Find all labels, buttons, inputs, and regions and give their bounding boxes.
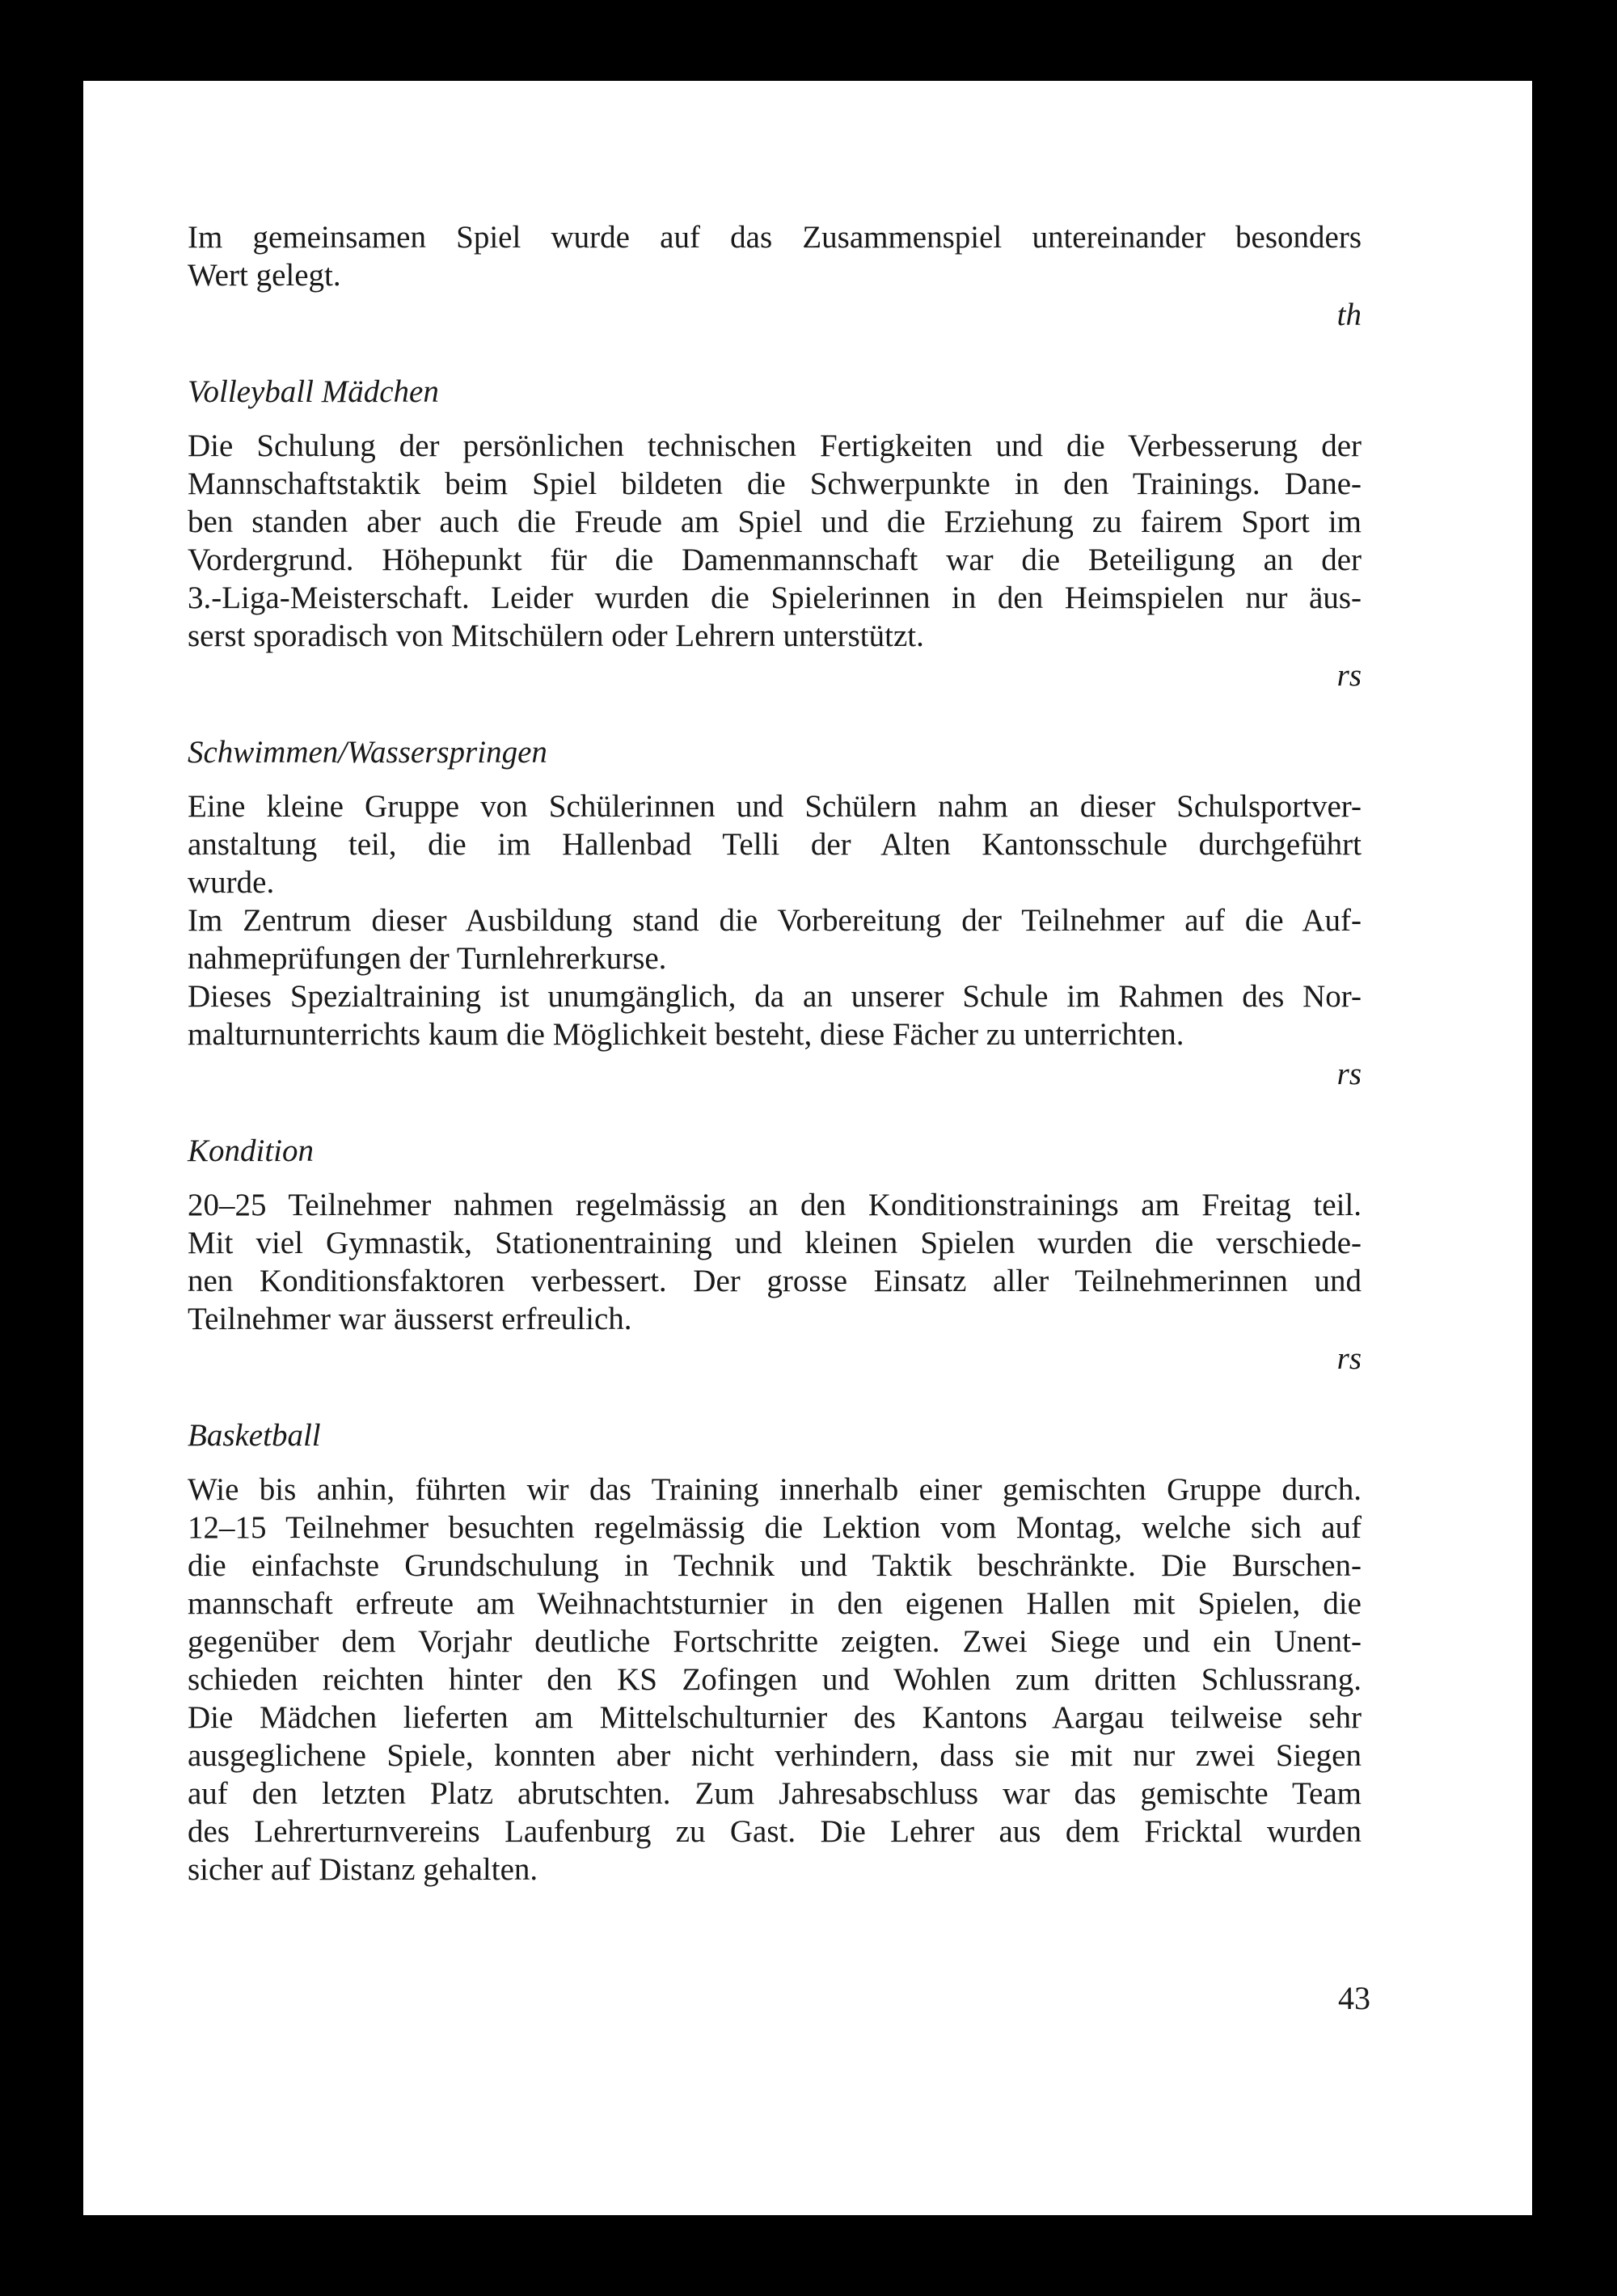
section-heading-volleyball: Volleyball Mädchen [188,374,439,409]
text-line: Eine kleine Gruppe von Schülerinnen und Schülern nahm an dieser Schulsportver- [188,789,1362,824]
document-page [83,81,1532,2215]
text-line: Im gemeinsamen Spiel wurde auf das Zusammenspiel untereinander besonders [188,220,1362,255]
text-line: Dieses Spezialtraining ist unumgänglich, da an unserer Schule im Rahmen des Nor- [188,979,1362,1014]
section-body-schwimmen [188,787,1362,1053]
text-line: Mannschaftstaktik beim Spiel bildeten die Schwerpunkte in den Trainings. Dane- [188,466,1362,501]
text-line: nen Konditionsfaktoren verbessert. Der grosse Einsatz aller Teilnehmerinnen und [188,1264,1362,1298]
section-heading-kondition: Kondition [188,1133,315,1168]
text-line: Teilnehmer war äusserst erfreulich. [188,1302,632,1336]
text-line: Vordergrund. Höhepunkt für die Damenmannschaft war die Beteiligung an der [188,542,1362,577]
section-body-volleyball [188,427,1362,655]
text-line: Im Zentrum dieser Ausbildung stand die Vorbereitung der Teilnehmer auf die Auf- [188,903,1362,938]
text-line: ausgeglichene Spiele, konnten aber nicht verhindern, dass sie mit nur zwei Siegen [188,1738,1362,1773]
section-heading-basketball: Basketball [188,1418,321,1453]
page-content [188,218,1362,1889]
text-line: 3.-Liga-Meisterschaft. Leider wurden die Spielerinnen in den Heimspielen nur äus- [188,580,1362,615]
text-line: 12–15 Teilnehmer besuchten regelmässig die Lektion vom Montag, welche sich auf [188,1510,1362,1545]
text-line: auf den letzten Platz abrutschten. Zum Jahresabschluss war das gemischte Team [188,1776,1362,1811]
text-line: Die Mädchen lieferten am Mittelschulturnier des Kantons Aargau teilweise sehr [188,1700,1362,1735]
author-signature: th [1336,298,1362,332]
section-heading-schwimmen: Schwimmen/Wasserspringen [188,735,547,770]
text-line: sicher auf Distanz gehalten. [188,1852,538,1887]
author-signature: rs [1336,1341,1362,1376]
section-body-kondition [188,1186,1362,1338]
section-body-basketball [188,1471,1362,1889]
author-signature: rs [1336,658,1362,693]
text-line: Mit viel Gymnastik, Stationentraining und kleinen Spielen wurden die verschiede- [188,1226,1362,1260]
text-line: 20–25 Teilnehmer nahmen regelmässig an den Konditionstrainings am Freitag teil. [188,1188,1362,1222]
text-line: serst sporadisch von Mitschülern oder Lehrern unterstützt. [188,618,924,653]
intro-paragraph [188,218,1362,294]
text-line: Die Schulung der persönlichen technischen Fertigkeiten und die Verbesserung der [188,428,1362,463]
text-line: gegenüber dem Vorjahr deutliche Fortschritte zeigten. Zwei Siege und ein Unent- [188,1624,1362,1659]
author-signature: rs [1336,1057,1362,1091]
text-line: Wert gelegt. [188,258,341,293]
text-line: schieden reichten hinter den KS Zofingen und Wohlen zum dritten Schlussrang. [188,1662,1362,1697]
text-line: malturnunterrichts kaum die Möglichkeit besteht, diese Fächer zu unterrichten. [188,1017,1184,1052]
text-line: die einfachste Grundschulung in Technik und Taktik beschränkte. Die Burschen- [188,1548,1362,1583]
text-line: ben standen aber auch die Freude am Spiel und die Erziehung zu fairem Sport im [188,504,1362,539]
text-line: wurde. [188,865,275,900]
text-line: mannschaft erfreute am Weihnachtsturnier in den eigenen Hallen mit Spielen, die [188,1586,1362,1621]
text-line: des Lehrerturnvereins Laufenburg zu Gast. Die Lehrer aus dem Fricktal wurden [188,1814,1362,1849]
text-line: anstaltung teil, die im Hallenbad Telli der Alten Kantonsschule durchgeführt [188,827,1362,862]
page-number: 43 [1338,1980,1370,2016]
text-line: nahmeprüfungen der Turnlehrerkurse. [188,941,667,976]
text-line: Wie bis anhin, führten wir das Training innerhalb einer gemischten Gruppe durch. [188,1472,1362,1507]
